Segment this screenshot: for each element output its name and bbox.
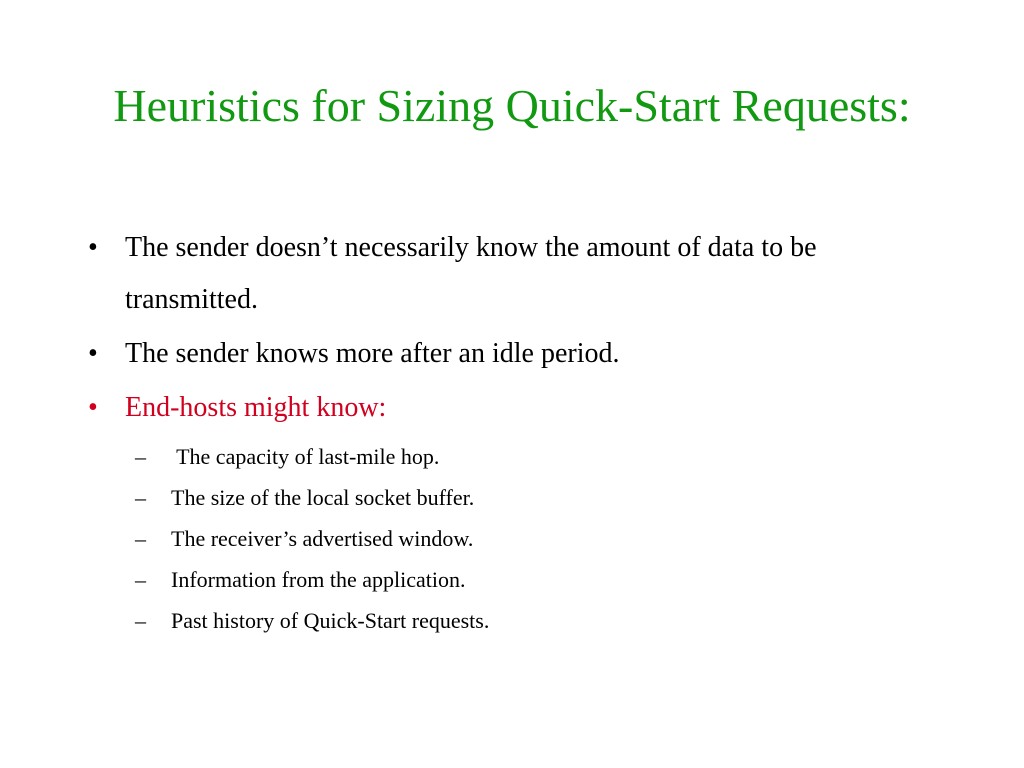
bullet-marker: • bbox=[88, 338, 98, 369]
bullet-marker: • bbox=[88, 392, 98, 423]
bullet-text: The sender knows more after an idle period. bbox=[125, 338, 620, 369]
bullet-text: End-hosts might know: bbox=[125, 392, 387, 423]
dash-marker: – bbox=[135, 526, 146, 551]
sub-bullet-list bbox=[0, 436, 1024, 641]
bullet-item bbox=[0, 328, 1024, 380]
sub-bullet-text: Information from the application. bbox=[171, 567, 466, 592]
sub-bullet-text: The size of the local socket buffer. bbox=[171, 485, 475, 510]
bullet-text: The sender doesn’t necessarily know the amount of data to be transmitted. bbox=[125, 232, 817, 315]
sub-bullet-group bbox=[0, 436, 1024, 641]
sub-bullet-item bbox=[0, 436, 1024, 477]
sub-bullet-text: Past history of Quick-Start requests. bbox=[171, 608, 490, 633]
dash-marker: – bbox=[135, 567, 146, 592]
sub-bullet-item bbox=[0, 600, 1024, 641]
sub-bullet-item bbox=[0, 559, 1024, 600]
sub-bullet-item bbox=[0, 518, 1024, 559]
bullet-item-highlighted bbox=[0, 382, 1024, 434]
dash-marker: – bbox=[135, 485, 146, 510]
slide-title: Heuristics for Sizing Quick-Start Requests: bbox=[113, 80, 911, 131]
sub-bullet-text: The capacity of last-mile hop. bbox=[171, 444, 440, 469]
sub-bullet-item bbox=[0, 477, 1024, 518]
dash-marker: – bbox=[135, 608, 146, 633]
bullet-marker: • bbox=[88, 232, 98, 263]
bullet-list bbox=[0, 222, 1024, 641]
bullet-item bbox=[0, 222, 1024, 326]
dash-marker: – bbox=[135, 444, 146, 469]
sub-bullet-text: The receiver’s advertised window. bbox=[171, 526, 474, 551]
